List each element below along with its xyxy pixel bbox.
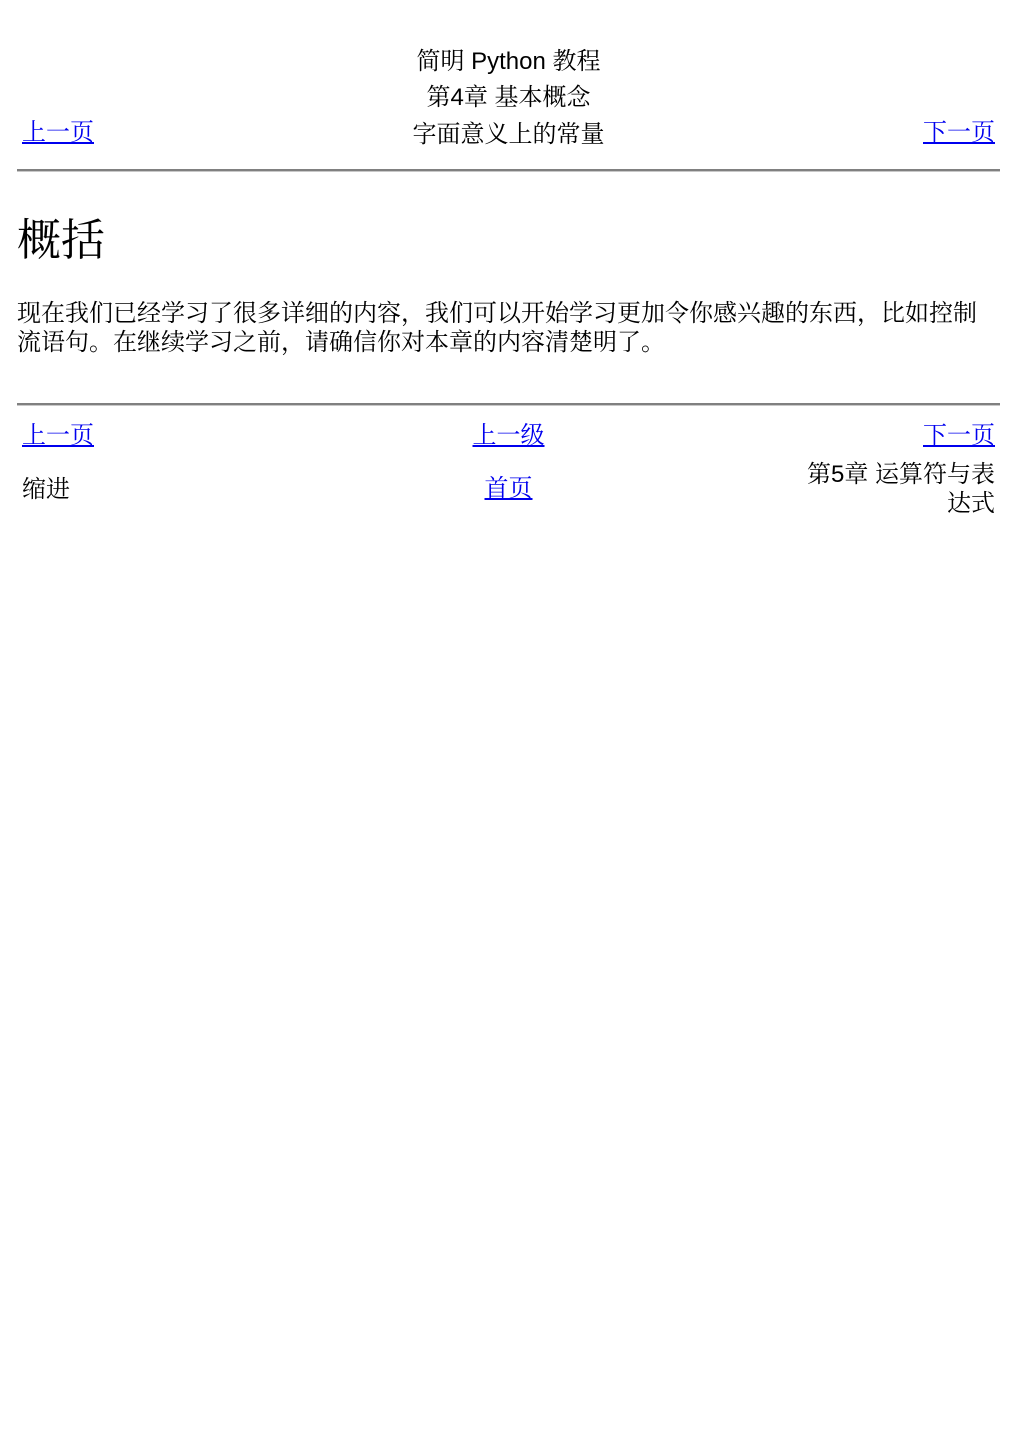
footer-next-cell	[923, 421, 995, 450]
footer-divider	[17, 403, 1000, 406]
header-divider	[17, 169, 1000, 172]
header-prev-link[interactable]: 上一页	[22, 119, 94, 146]
page	[17, 0, 1000, 517]
chapter-title: 第4章 基本概念	[426, 84, 591, 111]
header-next-link[interactable]: 下一页	[923, 119, 995, 146]
footer-up-link[interactable]: 上一级	[472, 422, 545, 449]
footer-next-link[interactable]: 下一页	[923, 422, 995, 449]
book-title: 简明 Python 教程	[416, 48, 601, 75]
navigation-header	[17, 0, 1000, 170]
page-title: 概括	[17, 215, 105, 266]
previous-section-title: 字面意义上的常量	[412, 121, 605, 148]
footer-prev-title: 缩进	[22, 476, 70, 503]
footer-prev-link[interactable]: 上一页	[22, 422, 94, 449]
footer-next-title: 第5章 运算符与表达式	[806, 461, 995, 517]
summary-paragraph: 现在我们已经学习了很多详细的内容，我们可以开始学习更加令你感兴趣的东西，比如控制流语句。在继续学习之前，请确信你对本章的内容清楚明了。	[17, 300, 977, 356]
footer-up-cell	[17, 421, 1000, 450]
footer-home-link[interactable]: 首页	[484, 475, 533, 502]
